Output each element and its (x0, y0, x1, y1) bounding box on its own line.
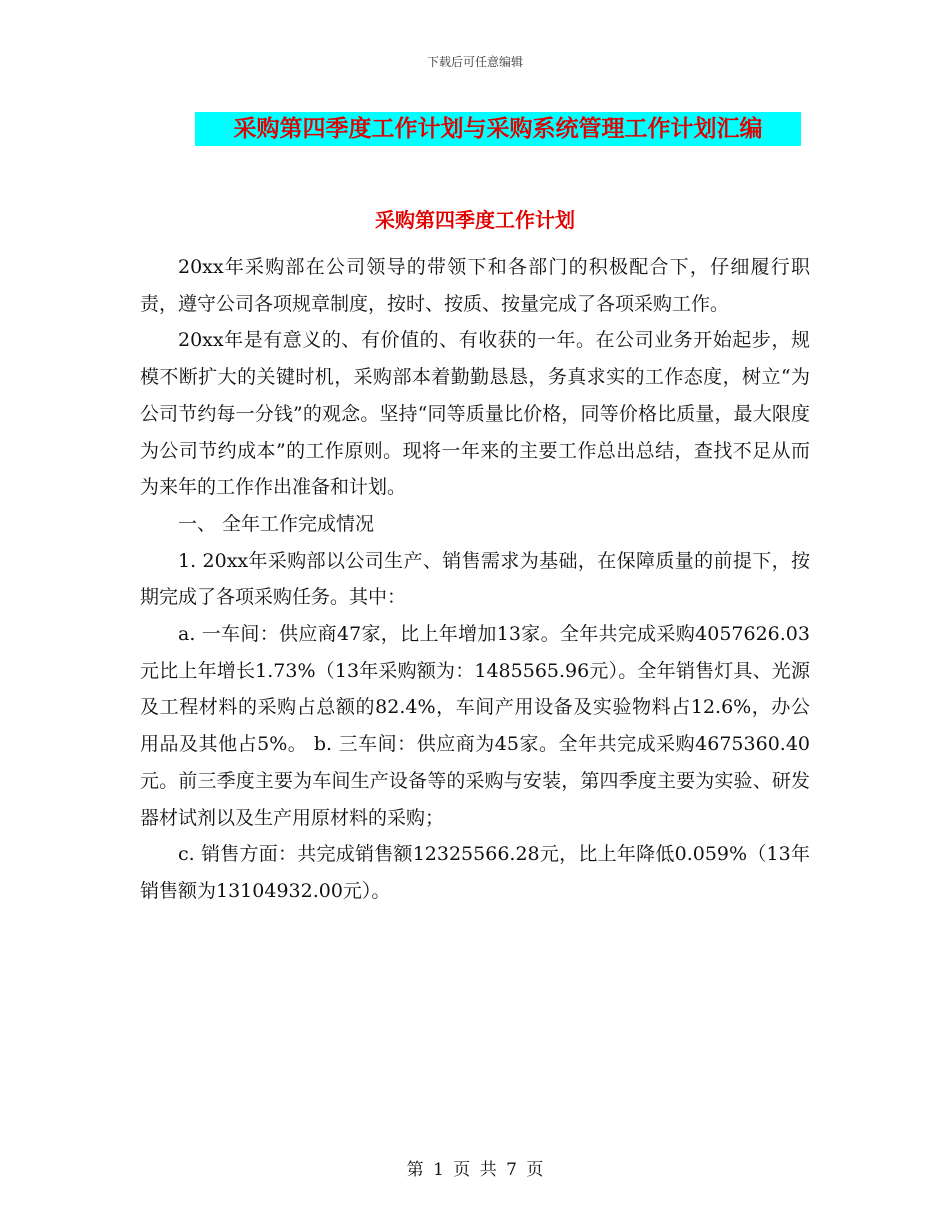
document-title: 采购第四季度工作计划与采购系统管理工作计划汇编 (195, 112, 801, 146)
paragraph: a. 一车间：供应商47家，比上年增加13家。全年共完成采购4057626.03元比上年增长1.73%（13年采购额为：1485565.96元）。全年销售灯具、光源及工程材料的采购占总额的82.4%，车间产用设备及实验物料占12.6%，办公用品及其他占5%。 b. 三车间：供应商为45家。全年共完成采购4675360.40元。前三季度主要为车间生产设备等的采购与安装，第四季度主要为实验、研发器材试剂以及生产用原材料的采购； (140, 623, 810, 829)
paragraph: 20xx年采购部在公司领导的带领下和各部门的积极配合下，仔细履行职责，遵守公司各项规章制度，按时、按质、按量完成了各项采购工作。 (140, 256, 810, 315)
section-heading: 一、 全年工作完成情况 (178, 512, 375, 535)
paragraph: 1. 20xx年采购部以公司生产、销售需求为基础，在保障质量的前提下，按期完成了各项采购任务。其中： (140, 549, 810, 609)
page-number: 第 1 页 共 7 页 (406, 1160, 544, 1180)
section-title: 采购第四季度工作计划 (375, 208, 575, 232)
header-note: 下载后可任意编辑 (426, 55, 523, 69)
paragraph: c. 销售方面：共完成销售额12325566.28元，比上年降低0.059%（13年销售额为13104932.00元）。 (140, 843, 810, 902)
paragraph: 20xx年是有意义的、有价值的、有收获的一年。在公司业务开始起步，规模不断扩大的关键时机，采购部本着勤勤恳恳，务真求实的工作态度，树立“为公司节约每一分钱”的观念。坚持“同等质量比价格，同等价格比质量，最大限度为公司节约成本”的工作原则。现将一年来的主要工作总出总结，查找不足从而为来年的工作作出准备和计划。 (140, 329, 810, 499)
body-text (140, 249, 810, 910)
